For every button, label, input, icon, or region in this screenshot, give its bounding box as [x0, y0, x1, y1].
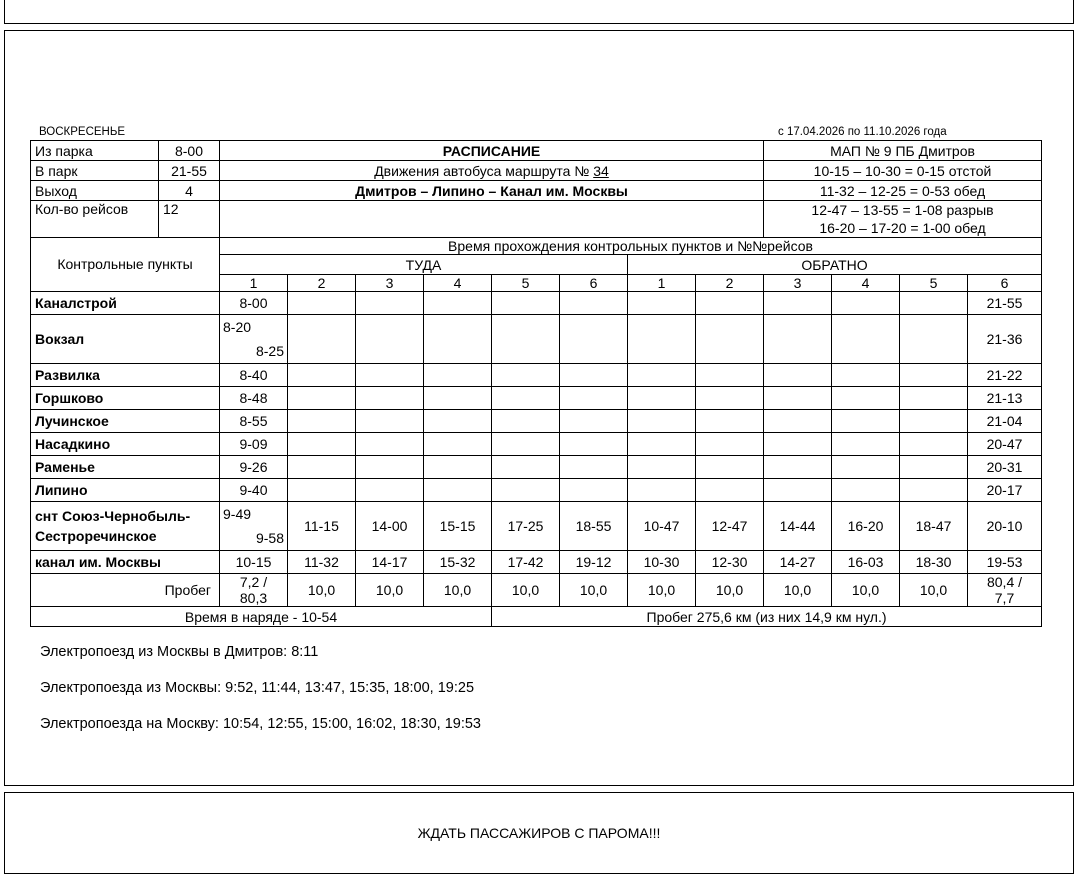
time-cell	[356, 479, 424, 502]
stop-row	[31, 410, 1042, 433]
time-cell: 16-03	[832, 551, 900, 574]
time-cell	[288, 315, 356, 364]
time-cell	[424, 479, 492, 502]
mileage-cell: 10,0	[560, 574, 628, 607]
time-cell: 12-47	[696, 502, 764, 551]
route-number: 34	[593, 162, 609, 179]
mileage-cell	[968, 574, 1042, 607]
time-cell	[356, 364, 424, 387]
trips-label: Кол-во рейсов	[31, 201, 159, 238]
day-label: ВОСКРЕСЕНЬЕ	[39, 126, 126, 138]
time-cell: 18-47	[900, 502, 968, 551]
mileage-cell: 10,0	[424, 574, 492, 607]
time-departure: 8-25	[255, 343, 284, 359]
time-cell	[424, 410, 492, 433]
time-cell	[900, 387, 968, 410]
time-cell	[832, 456, 900, 479]
time-cell	[696, 364, 764, 387]
time-cell: 9-26	[220, 456, 288, 479]
time-cell	[492, 387, 560, 410]
route-subtitle-prefix: Движения автобуса маршрута №	[374, 162, 590, 179]
time-cell	[696, 456, 764, 479]
time-cell	[492, 315, 560, 364]
time-cell	[424, 387, 492, 410]
time-cell	[424, 292, 492, 315]
time-cell	[560, 387, 628, 410]
stop-name: Раменье	[31, 456, 220, 479]
time-cell	[560, 410, 628, 433]
direction-back-header: ОБРАТНО	[628, 255, 1042, 275]
return-label: В парк	[31, 161, 159, 181]
operator-label: МАП № 9 ПБ Дмитров	[764, 141, 1042, 161]
time-cell	[492, 479, 560, 502]
time-cell	[628, 364, 696, 387]
time-cell	[356, 387, 424, 410]
time-cell	[560, 315, 628, 364]
time-cell: 8-55	[220, 410, 288, 433]
mileage-cell: 10,0	[900, 574, 968, 607]
trains-to-moscow-note: Электропоезда на Москву: 10:54, 12:55, 15:00, 16:02, 18:30, 19:53	[40, 716, 481, 732]
time-cell	[220, 502, 288, 551]
time-cell	[288, 387, 356, 410]
mileage-part-b: 80,3	[239, 590, 268, 606]
time-cell	[832, 479, 900, 502]
total-mileage: Пробег 275,6 км (из них 14,9 км нул.)	[492, 607, 1042, 627]
time-cell	[832, 292, 900, 315]
time-cell: 21-13	[968, 387, 1042, 410]
mileage-cell: 10,0	[356, 574, 424, 607]
stop-row	[31, 502, 1042, 551]
time-cell	[628, 433, 696, 456]
mileage-part-a: 7,2 /	[239, 574, 268, 590]
time-cell: 9-40	[220, 479, 288, 502]
trips-value: 12	[159, 201, 220, 238]
direction-out-header: ТУДА	[220, 255, 628, 275]
time-cell: 11-15	[288, 502, 356, 551]
stop-name: Липино	[31, 479, 220, 502]
time-cell	[356, 433, 424, 456]
time-cell: 20-10	[968, 502, 1042, 551]
time-cell	[560, 364, 628, 387]
time-cell	[492, 364, 560, 387]
time-cell	[696, 387, 764, 410]
duty-time: Время в наряде - 10-54	[31, 607, 492, 627]
schedule-table	[30, 140, 1042, 627]
ferry-note-page	[4, 792, 1074, 874]
depot-label: Из парка	[31, 141, 159, 161]
time-cell	[288, 292, 356, 315]
time-cell: 17-25	[492, 502, 560, 551]
time-cell: 17-42	[492, 551, 560, 574]
time-cell	[288, 364, 356, 387]
page-title: РАСПИСАНИЕ	[220, 141, 764, 161]
first-train-note: Электропоезд из Москвы в Дмитров: 8:11	[40, 644, 319, 660]
time-cell: 21-04	[968, 410, 1042, 433]
time-cell	[356, 292, 424, 315]
trip-number: 3	[356, 275, 424, 292]
mileage-cell: 10,0	[832, 574, 900, 607]
time-cell	[628, 410, 696, 433]
stop-name: снт Союз-Чернобыль-Сестроречинское	[31, 502, 220, 551]
mileage-cell: 10,0	[764, 574, 832, 607]
time-cell: 10-47	[628, 502, 696, 551]
time-cell	[628, 387, 696, 410]
trip-number: 2	[288, 275, 356, 292]
ferry-notice: ЖДАТЬ ПАССАЖИРОВ С ПАРОМА!!!	[417, 825, 661, 841]
break-4: 16-20 – 17-20 = 1-00 обед	[819, 220, 986, 236]
time-cell	[424, 433, 492, 456]
time-cell	[764, 410, 832, 433]
passage-header: Время прохождения контрольных пунктов и №№рейсов	[220, 238, 1042, 255]
time-cell	[764, 364, 832, 387]
time-cell: 21-55	[968, 292, 1042, 315]
time-cell	[628, 456, 696, 479]
time-cell	[764, 315, 832, 364]
time-cell: 19-53	[968, 551, 1042, 574]
time-cell	[832, 410, 900, 433]
stop-row	[31, 292, 1042, 315]
stop-name: Лучинское	[31, 410, 220, 433]
time-cell	[628, 315, 696, 364]
time-cell: 8-48	[220, 387, 288, 410]
time-cell	[288, 433, 356, 456]
time-cell: 12-30	[696, 551, 764, 574]
stop-name: Вокзал	[31, 315, 220, 364]
stop-row	[31, 315, 1042, 364]
time-cell	[832, 364, 900, 387]
time-cell	[900, 433, 968, 456]
time-cell: 15-32	[424, 551, 492, 574]
mileage-cell: 10,0	[696, 574, 764, 607]
time-cell: 14-17	[356, 551, 424, 574]
stop-name: Горшково	[31, 387, 220, 410]
time-cell	[356, 410, 424, 433]
mileage-cell: 10,0	[628, 574, 696, 607]
time-departure: 9-58	[255, 530, 284, 546]
time-cell: 11-32	[288, 551, 356, 574]
mileage-part-b: 7,7	[994, 590, 1015, 606]
break-1: 10-15 – 10-30 = 0-15 отстой	[764, 161, 1042, 181]
stop-row	[31, 433, 1042, 456]
return-time: 21-55	[159, 161, 220, 181]
time-cell	[696, 315, 764, 364]
time-cell	[696, 410, 764, 433]
time-cell	[900, 410, 968, 433]
break-2: 11-32 – 12-25 = 0-53 обед	[764, 181, 1042, 201]
time-cell	[220, 315, 288, 364]
stop-name: канал им. Москвы	[31, 551, 220, 574]
trip-number: 4	[424, 275, 492, 292]
time-cell	[900, 456, 968, 479]
trip-number: 4	[832, 275, 900, 292]
trip-number: 6	[968, 275, 1042, 292]
time-cell	[356, 315, 424, 364]
time-cell	[288, 479, 356, 502]
trip-number: 6	[560, 275, 628, 292]
breaks-3-4	[764, 201, 1042, 238]
time-cell: 20-31	[968, 456, 1042, 479]
time-cell	[492, 456, 560, 479]
time-cell: 18-30	[900, 551, 968, 574]
time-cell: 8-00	[220, 292, 288, 315]
mileage-cell	[220, 574, 288, 607]
time-cell	[560, 433, 628, 456]
time-cell: 14-44	[764, 502, 832, 551]
time-cell	[696, 433, 764, 456]
time-cell: 14-00	[356, 502, 424, 551]
trip-number: 5	[492, 275, 560, 292]
time-cell	[628, 292, 696, 315]
time-cell: 14-27	[764, 551, 832, 574]
time-cell: 10-30	[628, 551, 696, 574]
depot-time: 8-00	[159, 141, 220, 161]
exit-value: 4	[159, 181, 220, 201]
time-cell	[492, 433, 560, 456]
time-cell	[696, 479, 764, 502]
stop-row	[31, 456, 1042, 479]
time-cell	[900, 315, 968, 364]
time-cell: 10-15	[220, 551, 288, 574]
stop-name: Каналстрой	[31, 292, 220, 315]
stop-row	[31, 364, 1042, 387]
time-cell: 20-47	[968, 433, 1042, 456]
exit-label: Выход	[31, 181, 159, 201]
trip-number: 3	[764, 275, 832, 292]
trip-number: 1	[628, 275, 696, 292]
time-cell	[764, 456, 832, 479]
time-cell: 21-36	[968, 315, 1042, 364]
time-cell	[832, 433, 900, 456]
mileage-part-a: 80,4 /	[986, 574, 1023, 590]
time-cell	[492, 292, 560, 315]
break-3: 12-47 – 13-55 = 1-08 разрыв	[811, 202, 994, 218]
time-cell	[764, 292, 832, 315]
time-cell: 20-17	[968, 479, 1042, 502]
route-path: Дмитров – Липино – Канал им. Москвы	[220, 181, 764, 201]
stop-row	[31, 387, 1042, 410]
time-cell	[424, 364, 492, 387]
stop-name: Развилка	[31, 364, 220, 387]
time-cell: 21-22	[968, 364, 1042, 387]
time-cell	[900, 364, 968, 387]
time-cell	[356, 456, 424, 479]
stop-row	[31, 479, 1042, 502]
time-cell	[560, 292, 628, 315]
time-cell	[764, 479, 832, 502]
mileage-cell: 10,0	[288, 574, 356, 607]
trip-number: 2	[696, 275, 764, 292]
time-cell	[900, 479, 968, 502]
stop-row	[31, 551, 1042, 574]
trip-number: 1	[220, 275, 288, 292]
time-cell	[560, 479, 628, 502]
validity-label: с 17.04.2026 по 11.10.2026 года	[778, 126, 947, 138]
time-arrival: 9-49	[223, 506, 252, 522]
time-cell: 8-40	[220, 364, 288, 387]
header-spacer	[220, 201, 764, 238]
time-cell	[628, 479, 696, 502]
time-cell	[764, 387, 832, 410]
stops-body	[31, 292, 1042, 574]
time-cell	[424, 456, 492, 479]
time-cell	[900, 292, 968, 315]
time-cell	[492, 410, 560, 433]
stop-name: Насадкино	[31, 433, 220, 456]
time-cell	[696, 292, 764, 315]
time-arrival: 8-20	[223, 319, 252, 335]
mileage-row	[31, 574, 1042, 607]
mileage-label: Пробег	[31, 574, 220, 607]
trains-from-moscow-note: Электропоезда из Москвы: 9:52, 11:44, 13:47, 15:35, 18:00, 19:25	[40, 680, 475, 696]
time-cell: 18-55	[560, 502, 628, 551]
control-points-header: Контрольные пункты	[31, 238, 220, 292]
route-subtitle	[220, 161, 764, 181]
trip-number: 5	[900, 275, 968, 292]
time-cell	[764, 433, 832, 456]
time-cell	[288, 456, 356, 479]
time-cell	[288, 410, 356, 433]
previous-page-fragment	[4, 0, 1074, 24]
time-cell: 16-20	[832, 502, 900, 551]
time-cell	[832, 387, 900, 410]
time-cell: 9-09	[220, 433, 288, 456]
time-cell: 15-15	[424, 502, 492, 551]
time-cell	[832, 315, 900, 364]
time-cell	[560, 456, 628, 479]
mileage-cell: 10,0	[492, 574, 560, 607]
time-cell: 19-12	[560, 551, 628, 574]
time-cell	[424, 315, 492, 364]
